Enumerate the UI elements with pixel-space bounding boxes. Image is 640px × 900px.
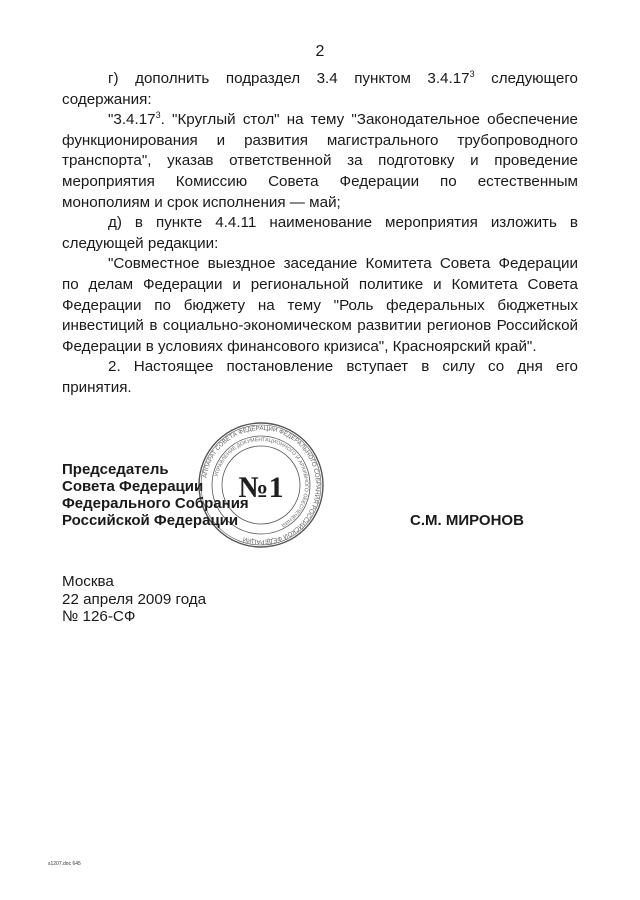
paragraph-amendment-d: д) в пункте 4.4.11 наименование мероприятия изложить в следующей редакции: [62,214,578,252]
date: 22 апреля 2009 года [62,590,207,608]
signature-title-line: Председатель [62,461,169,478]
paragraph-text: "3.4.17 [108,111,156,129]
signature-title-line: Российской Федерации [62,512,239,529]
city: Москва [62,573,114,590]
place-date-block [62,573,206,626]
superscript: 3 [155,110,161,121]
document-number: № 126-СФ [62,608,136,626]
seal-inner-text: УПРАВЛЕНИЕ ДОКУМЕНТАЦИОННОГО И АРХИВНОГО ОБЕСПЕЧЕНИЯ [213,436,310,528]
paragraph-text: . "Круглый стол" на тему "Законодательное обеспечение функционирования и развития магистрального трубопроводного транспорта", указав ответственной за подготовку и проведение мероприятия Комиссию Совета Федерации по естественным монополиям и срок исполнения — май; [62,111,578,211]
paragraph-text: г) дополнить подраздел 3.4 пунктом 3.4.17 [108,70,470,87]
paragraph-amendment-g [62,69,578,110]
document-body [62,69,578,399]
signer-name: С.М. МИРОНОВ [410,512,524,529]
signature-title-line: Совета Федерации [62,478,204,495]
superscript: 3 [469,69,475,79]
signature-block [62,461,249,529]
paragraph-entry-into-force: 2. Настоящее постановление вступает в силу со дня его принятия. [62,358,578,396]
page-number: 2 [315,43,325,60]
paragraph-round-table [62,110,578,213]
paragraph-text: следующего содержания: [62,70,578,108]
seal-number: №1 [238,471,284,504]
file-code-footer: s1207.doc 645 [48,861,81,867]
signature-title-line: Федерального Собрания [62,495,249,512]
seal-outer-text: АППАРАТ СОВЕТА ФЕДЕРАЦИИ ФЕДЕРАЛЬНОГО СОБРАНИЯ РОССИЙСКОЙ ФЕДЕРАЦИИ [201,424,322,546]
paragraph-joint-session: "Совместное выездное заседание Комитета Совета Федерации по делам Федерации и региональной политике и Комитета Совета Федерации по бюджету на тему "Роль федеральных бюджетных инвестиций в социально-экономическом развитии регионов Российской Федерации в условиях финансового кризиса", Красноярский край". [62,255,578,355]
